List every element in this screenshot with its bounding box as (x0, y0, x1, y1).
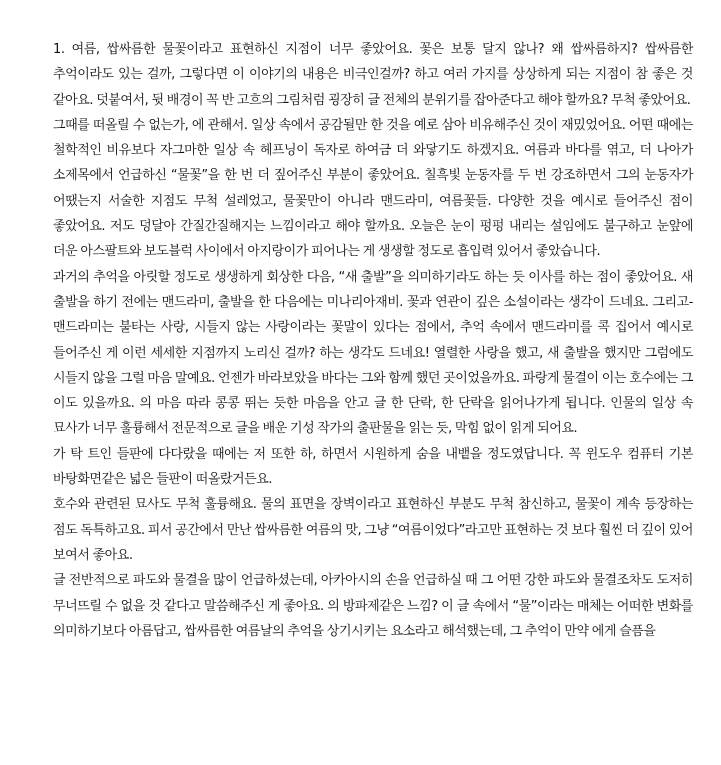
paragraph-1: 1. 여름, 쌉싸름한 물꽃이라고 표현하신 지점이 너무 좋았어요. 꽃은 보통 달지 않나? 왜 쌉싸름하지? 쌉싸름한 추억이라도 있는 걸까, 그렇다면 이 이야기의 내용은 비극인걸까? 하고 여러 가지를 상상하게 되는 지점이 참 좋은 것 같아요. 덧붙여서, 뒷 배경이 꼭 반 고흐의 그림처럼 굉장히 글 전체의 분위기를 잡아준다고 해야 할까요? 무척 좋았어요. (53, 42, 693, 108)
paragraph-4: 가 탁 트인 들판에 다다랐을 때에는 저 또한 하, 하면서 시원하게 숨을 내뱉을 정도였답니다. 꼭 윈도우 컴퓨터 기본 바탕화면같은 넓은 들판이 떠올랐거든요. (53, 446, 693, 488)
paragraph-2: 그때를 떠올릴 수 없는가, 에 관해서. 일상 속에서 공감될만 한 것을 예로 삼아 비유해주신 것이 재밌었어요. 어떤 때에는 철학적인 비유보다 자그마한 일상 속 헤프닝이 독자로 하여금 더 와닿기도 하겠지요. 여름과 바다를 엮고, 더 나아가 소제목에서 언급하신 “물꽃”을 한 번 더 짚어주신 부분이 좋았어요. 칠흑빛 눈동자를 두 번 강조하면서 그의 눈동자가 어땠는지 서술한 지점도 무척 설레었고, 물꽃만이 아니라 맨드라미, 여름꽃들. 다양한 것을 예시로 들어주신 점이 좋았어요. 저도 덩달아 간질간질해지는 느낌이라고 해야 할까요. 오늘은 눈이 펑펑 내리는 설임에도 불구하고 눈앞에 더운 아스팔트와 보도블럭 사이에서 아지랑이가 피어나는 게 생생할 정도로 흡입력 있어서 좋았습니다. (53, 117, 693, 260)
paragraph-5: 호수와 관련된 묘사도 무척 훌륭해요. 물의 표면을 장벽이라고 표현하신 부분도 무척 참신하고, 물꽃이 계속 등장하는 점도 독특하고요. 피서 공간에서 만난 쌉싸름한 여름의 맛, 그냥 “여름이었다”라고만 표현하는 것 보다 훨씬 더 깊이 있어 보여서 좋아요. (53, 497, 693, 563)
paragraph-3: 과거의 추억을 아릿할 정도로 생생하게 회상한 다음, “새 출발”을 의미하기라도 하는 듯 이사를 하는 점이 좋았어요. 새 출발을 하기 전에는 맨드라미, 출발을 한 다음에는 미나리아재비. 꽃과 연관이 깊은 소설이라는 생각이 드네요. 그리고- 맨드라미는 불타는 사랑, 시들지 않는 사랑이라는 꽃말이 있다는 점에서, 추억 속에서 맨드라미를 콕 집어서 예시로 들어주신 게 이런 세세한 지점까지 노리신 걸까? 하는 생각도 드네요! 열렬한 사랑을 했고, 새 출발을 했지만 그럼에도 시들지 않을 그럴 마음 말예요. 언젠가 바라보았을 바다는 그와 함께 했던 곳이었을까요. 파랑게 물결이 이는 호수에는 그 이도 있을까요. 의 마음 따라 콩콩 뛰는 듯한 마음을 안고 글 한 단락, 한 단락을 읽어나가게 됩니다. 인물의 일상 속 묘사가 너무 훌륭해서 전문적으로 글을 배운 기성 작가의 출판물을 읽는 듯, 막힘 없이 읽게 되어요. (53, 269, 693, 437)
paragraph-6: 글 전반적으로 파도와 물결을 많이 언급하셨는데, 아카아시의 손을 언급하실 때 그 어떤 강한 파도와 물결조차도 도저히 무너뜨릴 수 없을 것 같다고 말씀해주신 게 좋아요. 의 방파제같은 느낌? 이 글 속에서 “물”이라는 매체는 어떠한 변화를 의미하기보다 아름답고, 쌉싸름한 여름날의 추억을 상기시키는 요소라고 해석했는데, 그 추억이 만약 에게 슬픔을 (53, 573, 693, 639)
review-text-body (53, 37, 693, 644)
